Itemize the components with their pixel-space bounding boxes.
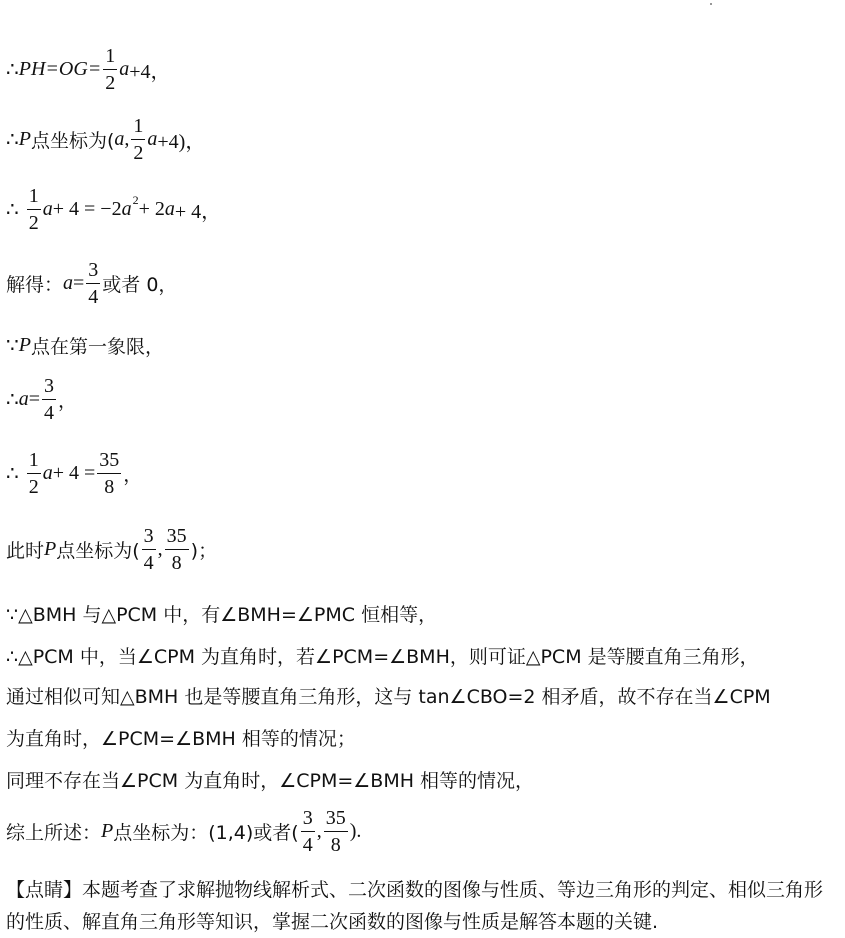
comma: , (157, 538, 163, 560)
therefore-symbol: ∴ (6, 463, 19, 485)
variable: P (44, 538, 57, 560)
denominator: 8 (104, 476, 115, 498)
variable: a (42, 198, 53, 220)
equation-text: PH=OG= (18, 58, 102, 80)
equals: = (73, 272, 85, 294)
comment-body: 本题考查了求解抛物线解析式、二次函数的图像与性质、等边三角形的判定、相似三角形的性质、解直角三角形等知识，掌握二次函数的图像与性质是解答本题的关键. (6, 879, 824, 933)
eq-line-4 (6, 260, 177, 307)
eq-line-2 (6, 116, 205, 163)
denominator: 4 (88, 286, 99, 308)
text-line-9: ∵△BMH 与△PCM 中，有∠BMH=∠PMC 恒相等， (6, 603, 438, 626)
text-line-13: 同理不存在当∠PCM 为直角时，∠CPM=∠BMH 相等的情况， (6, 769, 535, 792)
equation-tail: ). (349, 820, 362, 842)
equation-tail: )； (190, 540, 218, 562)
fraction (131, 116, 145, 163)
therefore-symbol: ∴ (6, 389, 19, 411)
fraction (97, 450, 121, 497)
text: 综上所述： (6, 822, 102, 844)
variable: a (42, 462, 53, 484)
denominator: 2 (105, 72, 116, 94)
fraction (27, 186, 41, 233)
variable: a (147, 128, 158, 150)
equation-text: + 2 (138, 198, 165, 220)
comma: , (124, 128, 130, 150)
denominator: 2 (28, 212, 39, 234)
denominator: 4 (44, 402, 55, 424)
numerator: 35 (97, 450, 121, 474)
therefore-symbol: ∴ (6, 59, 19, 81)
because-symbol: ∵ (6, 334, 19, 357)
numerator: 1 (27, 450, 41, 474)
text: 解得： (6, 274, 64, 296)
equation-text: + 4 = (52, 462, 96, 484)
eq-line-7 (6, 450, 142, 497)
variable: a (121, 198, 132, 220)
exponent: 2 (132, 193, 139, 207)
denominator: 4 (302, 834, 313, 856)
fraction (86, 260, 100, 307)
variable: a (63, 272, 74, 294)
equals: = (28, 388, 41, 410)
text: 此时 (6, 540, 45, 562)
fraction (42, 376, 56, 423)
equation-tail: ， (58, 390, 78, 412)
text: 点坐标为( (30, 130, 115, 152)
speck-mark (710, 3, 712, 5)
numerator: 1 (103, 46, 117, 70)
denominator: 8 (330, 834, 341, 856)
numerator: 1 (131, 116, 145, 140)
text-line-10: ∴△PCM 中，当∠CPM 为直角时，若∠PCM=∠BMH，则可证△PCM 是等腰直角三角形， (6, 645, 759, 668)
fraction (103, 46, 117, 93)
denominator: 8 (171, 552, 182, 574)
denominator: 2 (28, 476, 39, 498)
therefore-symbol: ∴ (6, 129, 19, 151)
variable: P (101, 820, 114, 842)
variable: P (18, 333, 31, 356)
variable: a (18, 388, 29, 410)
variable: P (18, 128, 31, 150)
eq-line-6 (6, 376, 77, 423)
numerator: 3 (86, 260, 100, 284)
eq-line-8 (6, 526, 217, 573)
eq-line-14 (6, 808, 361, 855)
fraction (301, 808, 315, 855)
numerator: 3 (301, 808, 315, 832)
variable: a (114, 128, 125, 150)
eq-line-3 (6, 186, 221, 233)
fraction (324, 808, 348, 855)
eq-line-1 (6, 46, 171, 93)
numerator: 3 (42, 376, 56, 400)
denominator: 2 (133, 142, 144, 164)
equation-tail: 或者 0， (102, 274, 178, 296)
fraction (27, 450, 41, 497)
numerator: 1 (27, 186, 41, 210)
equation-tail: ， (123, 464, 143, 486)
text: 点坐标为( (56, 540, 140, 562)
therefore-symbol: ∴ (6, 199, 19, 221)
comment-label: 【点睛】 (6, 879, 83, 901)
comment-paragraph (6, 874, 840, 938)
text-line-11: 通过相似可知△BMH 也是等腰直角三角形，这与 tan∠CBO=2 相矛盾，故不存在当∠CPM (6, 685, 771, 708)
equation-tail: +4)， (157, 131, 206, 153)
text: 点坐标为：(1,4)或者( (113, 822, 299, 844)
variable: a (164, 198, 175, 220)
numerator: 35 (165, 526, 189, 550)
numerator: 3 (142, 526, 156, 550)
equation-text: + 4 = −2 (52, 198, 122, 220)
fraction (142, 526, 156, 573)
equation-tail: + 4， (174, 201, 222, 223)
numerator: 35 (324, 808, 348, 832)
text-line-12: 为直角时，∠PCM=∠BMH 相等的情况； (6, 727, 356, 750)
comma: , (316, 820, 322, 842)
variable: a (119, 58, 130, 80)
equation-tail: +4， (129, 61, 171, 83)
eq-line-5 (6, 330, 164, 360)
text: 点在第一象限， (30, 335, 164, 358)
denominator: 4 (143, 552, 154, 574)
fraction (165, 526, 189, 573)
